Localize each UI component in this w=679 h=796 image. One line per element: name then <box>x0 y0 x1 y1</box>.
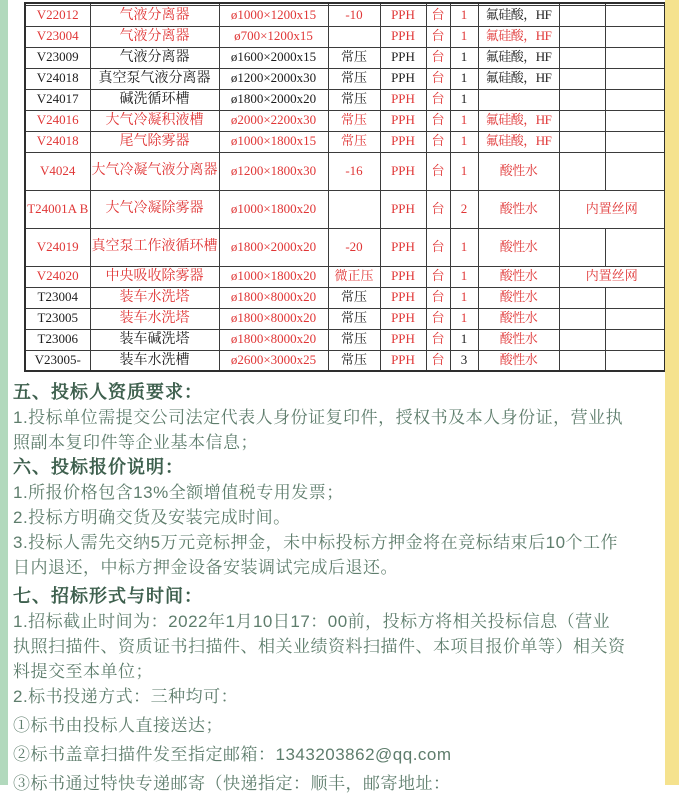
cell-medium: 氟硅酸，HF <box>478 131 559 152</box>
cell-qty: 3 <box>450 350 478 371</box>
doc-line: 照副本复印件等企业基本信息； <box>13 433 258 452</box>
cell-medium: 氟硅酸，HF <box>478 26 559 47</box>
table-row <box>25 47 665 68</box>
cell-dims: ø1000×1800x15 <box>219 131 328 152</box>
cell-unit: 台 <box>426 308 450 329</box>
cell-unit: 台 <box>426 110 450 131</box>
cell-medium: 氟硅酸，HF <box>478 47 559 68</box>
cell-material: PPH <box>380 47 426 68</box>
cell-pressure: 常压 <box>328 47 380 68</box>
cell-material: PPH <box>380 5 426 26</box>
doc-line: 3.投标人需先交纳5万元竞标押金，未中标投标方押金将在竞标结束后10个工作 <box>13 533 619 552</box>
cell-dims: ø1200×2000x30 <box>219 68 328 89</box>
cell-material: PPH <box>380 26 426 47</box>
document-text-block <box>13 380 653 796</box>
cell-name: 大气冷凝除雾器 <box>90 190 219 228</box>
section-heading: 七、招标形式与时间： <box>13 586 203 606</box>
cell-name: 大气冷凝气液分离器 <box>90 152 219 190</box>
cell-qty: 1 <box>450 308 478 329</box>
cell-code: V24018 <box>25 68 90 89</box>
table-row <box>25 350 665 371</box>
cell-name: 真空泵工作液循环槽 <box>90 228 219 266</box>
cell-remark <box>559 68 605 89</box>
cell-remark <box>559 89 605 110</box>
cell-dims: ø1600×2000x15 <box>219 47 328 68</box>
doc-line: ③标书通过特快专递邮寄（快递指定：顺丰，邮寄地址： <box>13 774 451 793</box>
table-row <box>25 68 665 89</box>
cell-unit: 台 <box>426 68 450 89</box>
cell-unit: 台 <box>426 26 450 47</box>
cell-qty: 1 <box>450 266 478 287</box>
cell-remark <box>559 329 605 350</box>
cell-material: PPH <box>380 89 426 110</box>
cell-pressure: 常压 <box>328 287 380 308</box>
cell-pressure: 微正压 <box>328 266 380 287</box>
cell-code: V24017 <box>25 89 90 110</box>
cell-remark <box>559 131 605 152</box>
cell-dims: ø1800×8000x20 <box>219 287 328 308</box>
doc-line: 1.所报价格包含13%全额增值税专用发票； <box>13 483 344 502</box>
cell-unit: 台 <box>426 266 450 287</box>
cell-dims: ø1800×2000x20 <box>219 228 328 266</box>
cell-pressure <box>328 26 380 47</box>
cell-code: T24001A B <box>25 190 90 228</box>
cell-remark <box>605 110 665 131</box>
cell-remark <box>605 350 665 371</box>
cell-material: PPH <box>380 308 426 329</box>
cell-material: PPH <box>380 228 426 266</box>
cell-pressure: -16 <box>328 152 380 190</box>
cell-name: 装车水洗塔 <box>90 287 219 308</box>
cell-qty: 2 <box>450 190 478 228</box>
cell-medium: 酸性水 <box>478 287 559 308</box>
table-row <box>25 110 665 131</box>
cell-dims: ø1000×1800x20 <box>219 266 328 287</box>
cell-remark: 内置丝网 <box>559 266 665 287</box>
cell-qty: 1 <box>450 110 478 131</box>
cell-medium: 酸性水 <box>478 266 559 287</box>
table-row <box>25 266 665 287</box>
cell-unit: 台 <box>426 228 450 266</box>
right-margin-strip <box>665 0 679 785</box>
cell-pressure <box>328 190 380 228</box>
cell-medium: 酸性水 <box>478 329 559 350</box>
cell-code: V24020 <box>25 266 90 287</box>
cell-medium: 氟硅酸，HF <box>478 110 559 131</box>
cell-material: PPH <box>380 152 426 190</box>
cell-medium: 酸性水 <box>478 190 559 228</box>
cell-qty: 1 <box>450 131 478 152</box>
cell-dims: ø1800×8000x20 <box>219 308 328 329</box>
equipment-table-body <box>25 3 665 371</box>
cell-remark <box>605 47 665 68</box>
cell-remark <box>605 89 665 110</box>
cell-pressure: 常压 <box>328 89 380 110</box>
cell-remark <box>605 152 665 190</box>
table-row <box>25 152 665 190</box>
cell-name: 装车水洗槽 <box>90 350 219 371</box>
cell-remark <box>605 5 665 26</box>
cell-qty: 1 <box>450 89 478 110</box>
cell-qty: 1 <box>450 68 478 89</box>
cell-pressure: 常压 <box>328 350 380 371</box>
cell-qty: 1 <box>450 26 478 47</box>
cell-material: PPH <box>380 350 426 371</box>
section-heading: 六、投标报价说明： <box>13 457 184 477</box>
doc-line: ②标书盖章扫描件发至指定邮箱：1343203862@qq.com <box>13 745 452 764</box>
doc-line: ①标书由投标人直接送达； <box>13 716 223 735</box>
cell-name: 大气冷凝积液槽 <box>90 110 219 131</box>
cell-remark <box>605 287 665 308</box>
cell-dims: ø1000×1200x15 <box>219 5 328 26</box>
cell-code: T23006 <box>25 329 90 350</box>
cell-remark <box>605 131 665 152</box>
cell-code: V23009 <box>25 47 90 68</box>
cell-qty: 1 <box>450 228 478 266</box>
cell-medium: 酸性水 <box>478 350 559 371</box>
cell-pressure: 常压 <box>328 329 380 350</box>
cell-medium <box>478 89 559 110</box>
cell-code: T23004 <box>25 287 90 308</box>
cell-dims: ø1000×1800x20 <box>219 190 328 228</box>
cell-qty: 1 <box>450 5 478 26</box>
cell-pressure: 常压 <box>328 131 380 152</box>
left-margin-strip <box>0 0 8 785</box>
cell-code: T23005 <box>25 308 90 329</box>
doc-line: 执照扫描件、资质证书扫描件、相关业绩资料扫描件、本项目报价单等）相关资 <box>13 637 626 656</box>
table-row <box>25 26 665 47</box>
cell-dims: ø1800×2000x20 <box>219 89 328 110</box>
cell-remark: 内置丝网 <box>559 190 665 228</box>
cell-dims: ø1200×1800x30 <box>219 152 328 190</box>
cell-pressure: -20 <box>328 228 380 266</box>
cell-medium: 酸性水 <box>478 228 559 266</box>
cell-code: V24018 <box>25 131 90 152</box>
cell-material: PPH <box>380 190 426 228</box>
cell-code: V23005- <box>25 350 90 371</box>
cell-dims: ø700×1200x15 <box>219 26 328 47</box>
cell-qty: 1 <box>450 287 478 308</box>
cell-dims: ø2000×2200x30 <box>219 110 328 131</box>
cell-material: PPH <box>380 68 426 89</box>
section-heading: 五、投标人资质要求： <box>13 382 203 402</box>
cell-medium: 氟硅酸，HF <box>478 68 559 89</box>
cell-unit: 台 <box>426 131 450 152</box>
cell-pressure: 常压 <box>328 68 380 89</box>
cell-remark <box>605 228 665 266</box>
cell-remark <box>605 68 665 89</box>
cell-pressure: 常压 <box>328 308 380 329</box>
cell-qty: 1 <box>450 329 478 350</box>
cell-unit: 台 <box>426 89 450 110</box>
cell-remark <box>559 47 605 68</box>
cell-remark <box>605 329 665 350</box>
cell-name: 气液分离器 <box>90 5 219 26</box>
doc-line: 1.招标截止时间为：2022年1月10日17：00前，投标方将相关投标信息（营业 <box>13 612 611 631</box>
doc-line: 料提交至本单位； <box>13 662 153 681</box>
cell-code: V4024 <box>25 152 90 190</box>
cell-code: V22012 <box>25 5 90 26</box>
cell-dims: ø1800×8000x20 <box>219 329 328 350</box>
doc-line: 2.投标方明确交货及安装完成时间。 <box>13 508 291 527</box>
cell-medium: 酸性水 <box>478 152 559 190</box>
table-row <box>25 190 665 228</box>
cell-material: PPH <box>380 131 426 152</box>
cell-name: 装车水洗塔 <box>90 308 219 329</box>
table-row <box>25 329 665 350</box>
doc-line: 日内退还，中标方押金设备安装调试完成后退还。 <box>13 558 398 577</box>
cell-remark <box>605 308 665 329</box>
cell-pressure: -10 <box>328 5 380 26</box>
table-row <box>25 308 665 329</box>
cell-dims: ø2600×3000x25 <box>219 350 328 371</box>
table-row <box>25 89 665 110</box>
doc-line: 2.标书投递方式：三种均可： <box>13 687 239 706</box>
cell-remark <box>559 110 605 131</box>
cell-name: 气液分离器 <box>90 26 219 47</box>
table-row <box>25 5 665 26</box>
cell-remark <box>605 26 665 47</box>
table-row <box>25 228 665 266</box>
table-row <box>25 287 665 308</box>
cell-name: 尾气除雾器 <box>90 131 219 152</box>
cell-remark <box>559 26 605 47</box>
cell-unit: 台 <box>426 152 450 190</box>
cell-material: PPH <box>380 287 426 308</box>
cell-material: PPH <box>380 110 426 131</box>
cell-unit: 台 <box>426 287 450 308</box>
cell-code: V24016 <box>25 110 90 131</box>
cell-unit: 台 <box>426 350 450 371</box>
cell-code: V23004 <box>25 26 90 47</box>
cell-name: 装车碱洗塔 <box>90 329 219 350</box>
cell-remark <box>559 287 605 308</box>
cell-name: 真空泵气液分离器 <box>90 68 219 89</box>
cell-remark <box>559 350 605 371</box>
cell-unit: 台 <box>426 329 450 350</box>
cell-qty: 1 <box>450 47 478 68</box>
table-row <box>25 131 665 152</box>
cell-medium: 氟硅酸，HF <box>478 5 559 26</box>
cell-remark <box>559 228 605 266</box>
cell-remark <box>559 5 605 26</box>
cell-name: 中央吸收除雾器 <box>90 266 219 287</box>
cell-remark <box>559 308 605 329</box>
cell-code: V24019 <box>25 228 90 266</box>
cell-remark <box>559 152 605 190</box>
cell-material: PPH <box>380 266 426 287</box>
cell-unit: 台 <box>426 5 450 26</box>
cell-name: 碱洗循环槽 <box>90 89 219 110</box>
cell-medium: 酸性水 <box>478 308 559 329</box>
cell-qty: 1 <box>450 152 478 190</box>
cell-material: PPH <box>380 329 426 350</box>
equipment-spec-table <box>24 2 666 372</box>
cell-pressure: 常压 <box>328 110 380 131</box>
doc-line: 1.投标单位需提交公司法定代表人身份证复印件，授权书及本人身份证，营业执 <box>13 408 624 427</box>
cell-unit: 台 <box>426 47 450 68</box>
cell-name: 气液分离器 <box>90 47 219 68</box>
cell-unit: 台 <box>426 190 450 228</box>
